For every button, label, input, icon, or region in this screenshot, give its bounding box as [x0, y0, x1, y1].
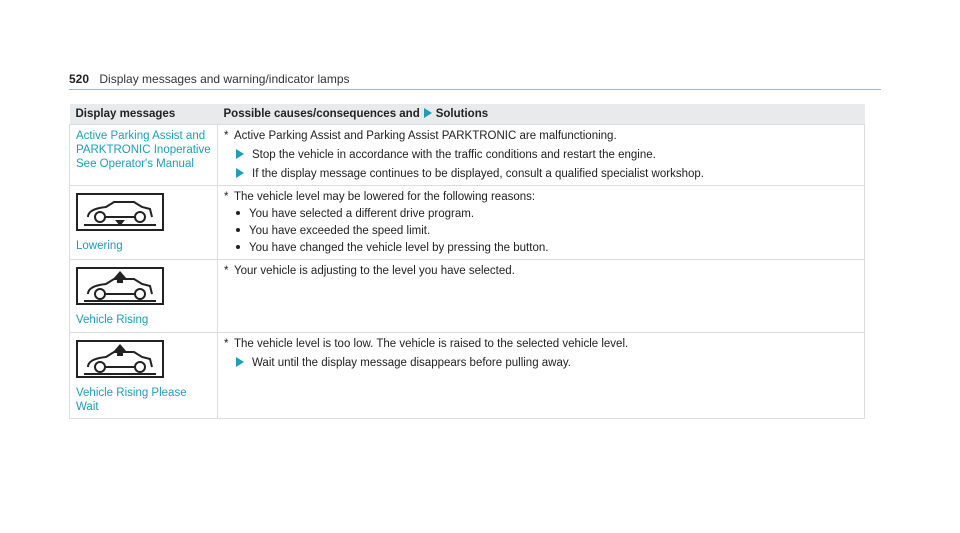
page-number: 520: [69, 72, 90, 86]
header-solutions-text: Solutions: [435, 108, 489, 120]
message-label: See Operator's Manual: [76, 158, 194, 170]
message-label: Lowering: [76, 240, 123, 252]
solution-item: Stop the vehicle in accordance with the traffic conditions and restart the engine.: [236, 148, 858, 162]
table-row: [70, 186, 865, 260]
message-label: Active Parking Assist and: [76, 130, 206, 142]
causes-cell: [218, 125, 865, 186]
arrow-icon: [236, 168, 244, 178]
table-header-row: [70, 104, 865, 125]
header-display-messages: Display messages: [70, 104, 218, 125]
cause-text: * The vehicle level is too low. The vehicle is raised to the selected vehicle level.: [224, 338, 629, 350]
header-rule: [69, 89, 881, 90]
cause-text: * Active Parking Assist and Parking Assist PARKTRONIC are malfunctioning.: [224, 130, 617, 142]
solution-item: Wait until the display message disappears before pulling away.: [236, 356, 858, 370]
message-label: Vehicle Rising Please Wait: [76, 387, 187, 413]
header-causes-text: Possible causes/consequences and: [223, 108, 420, 120]
vehicle-rising-icon: [76, 340, 211, 382]
table-row: [70, 260, 865, 333]
cause-text: * The vehicle level may be lowered for the following reasons:: [224, 191, 536, 203]
message-label: PARKTRONIC Inoperative: [76, 144, 211, 156]
causes-cell: [218, 186, 865, 260]
message-cell: [70, 186, 218, 260]
causes-cell: [218, 260, 865, 333]
message-cell: [70, 333, 218, 419]
arrow-icon: [236, 149, 244, 159]
bullet-item: You have selected a different drive program.: [236, 207, 858, 221]
cause-text: * Your vehicle is adjusting to the level you have selected.: [224, 265, 515, 277]
vehicle-lowering-icon: [76, 193, 211, 235]
arrow-icon: [424, 108, 432, 118]
vehicle-rising-icon: [76, 267, 211, 309]
display-messages-table: [69, 104, 865, 419]
message-label: Vehicle Rising: [76, 314, 149, 326]
bullet-item: You have exceeded the speed limit.: [236, 224, 858, 238]
page-title: Display messages and warning/indicator lamps: [99, 72, 350, 86]
header-causes-solutions: [218, 104, 865, 125]
table-row: [70, 125, 865, 186]
causes-cell: [218, 333, 865, 419]
message-cell: [70, 125, 218, 186]
page-header: [69, 72, 350, 86]
bullet-item: You have changed the vehicle level by pressing the button.: [236, 241, 858, 255]
table-row: [70, 333, 865, 419]
message-cell: [70, 260, 218, 333]
arrow-icon: [236, 357, 244, 367]
solution-item: If the display message continues to be displayed, consult a qualified specialist workshop.: [236, 167, 858, 181]
